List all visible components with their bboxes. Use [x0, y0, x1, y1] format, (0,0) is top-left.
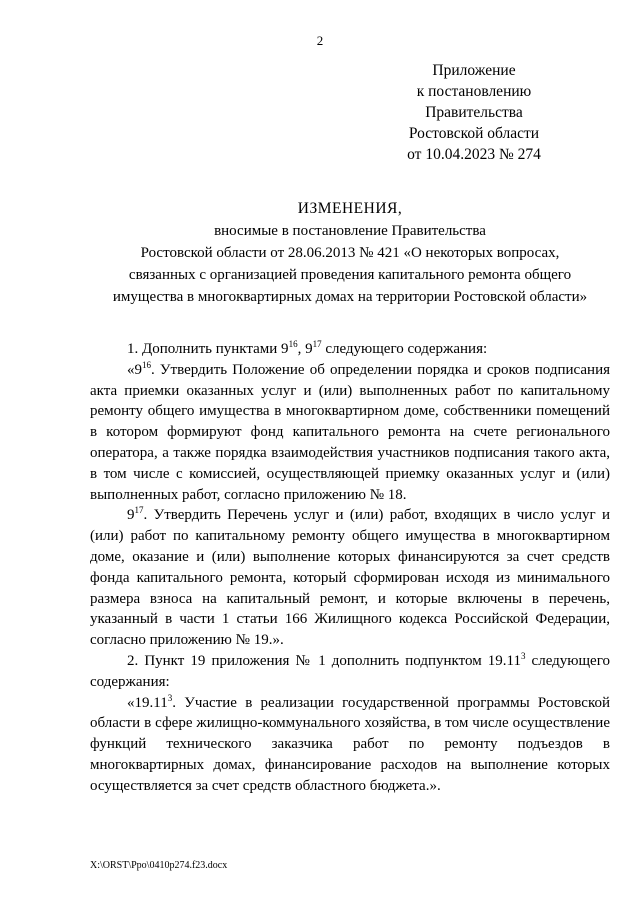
title-subtitle: [90, 220, 610, 308]
superscript: 3: [167, 692, 173, 703]
text-run: «19.11: [127, 694, 168, 711]
paragraph-4: [90, 651, 610, 693]
paragraph-1: [90, 339, 610, 360]
appendix-line: от 10.04.2023 № 274: [407, 146, 541, 163]
text-run: . Участие в реализации государственной программы Ростовской области в сфере жилищно-коммунального хозяйства, в том числе осуществление функций технического заказчика работ по ремонту подъездов в многоквартирных домах, финансирование расходов на выполнение которых осуществляется за счет средств областного бюджета.».: [90, 694, 610, 794]
text-run: 1. Дополнить пунктами 9: [127, 341, 289, 357]
superscript: 3: [520, 650, 526, 661]
paragraph-5: [90, 693, 610, 797]
superscript: 17: [312, 339, 322, 349]
text-run: . Утвердить Положение об определении порядка и сроков подписания акта приемки оказанных услуг и (или) выполненных работ по капитальному ремонту общего имущества в многоквартирном доме, собственники помещений в котором формируют фонд капитального ремонта на счете регионального оператора, а также порядка взаимодействия участников подписания такого акта, в том числе с комиссией, осуществляющей приемку оказанных услуг и (или) выполненных работ, согласно приложению № 18.: [90, 361, 610, 503]
appendix-line: к постановлению: [416, 83, 532, 100]
appendix-line: Ростовской области: [408, 125, 540, 142]
superscript: 17: [134, 505, 144, 516]
text-run: 9: [127, 507, 135, 524]
appendix-line: Приложение: [432, 62, 516, 79]
document-body: [90, 339, 610, 797]
page-number: 2: [316, 33, 324, 48]
title-sub-line: имущества в многоквартирных домах на территории Ростовской области»: [112, 289, 588, 305]
appendix-line: Правительства: [425, 104, 523, 121]
title-sub-line: связанных с организацией проведения капитального ремонта общего: [128, 267, 572, 283]
superscript: 16: [288, 339, 298, 349]
text-run: следующего содержания:: [90, 652, 610, 690]
superscript: 16: [142, 359, 151, 370]
text-run: . Утвердить Перечень услуг и (или) работ, входящих в число услуг и (или) работ по капитальному ремонту общего имущества в многоквартирном доме, оказание и (или) выполнение которых финансируются за счет средств фонда капитального ремонта, который сформирован исходя из минимального размера взноса на капитальный ремонт, и которые включены в перечень, указанный в части 1 статьи 166 Жилищного кодекса Российской Федерации, согласно приложению № 19.».: [90, 507, 610, 649]
text-run: 2. Пункт 19 приложения № 1 дополнить подпунктом 19.11: [127, 652, 521, 669]
paragraph-2: [90, 360, 610, 506]
title-main: ИЗМЕНЕНИЯ,: [297, 200, 403, 217]
title-sub-line: Ростовской области от 28.06.2013 № 421 «О некоторых вопросах,: [140, 245, 560, 261]
text-run: , 9: [297, 341, 313, 357]
paragraph-3: [90, 505, 610, 651]
document-title: [90, 198, 610, 308]
text-run: «9: [127, 361, 142, 378]
appendix-header: [394, 60, 554, 165]
text-run: следующего содержания:: [321, 341, 488, 357]
file-path-footer: X:\ORST\Ppo\0410p274.f23.docx: [90, 860, 228, 871]
title-sub-line: вносимые в постановление Правительства: [214, 223, 486, 239]
